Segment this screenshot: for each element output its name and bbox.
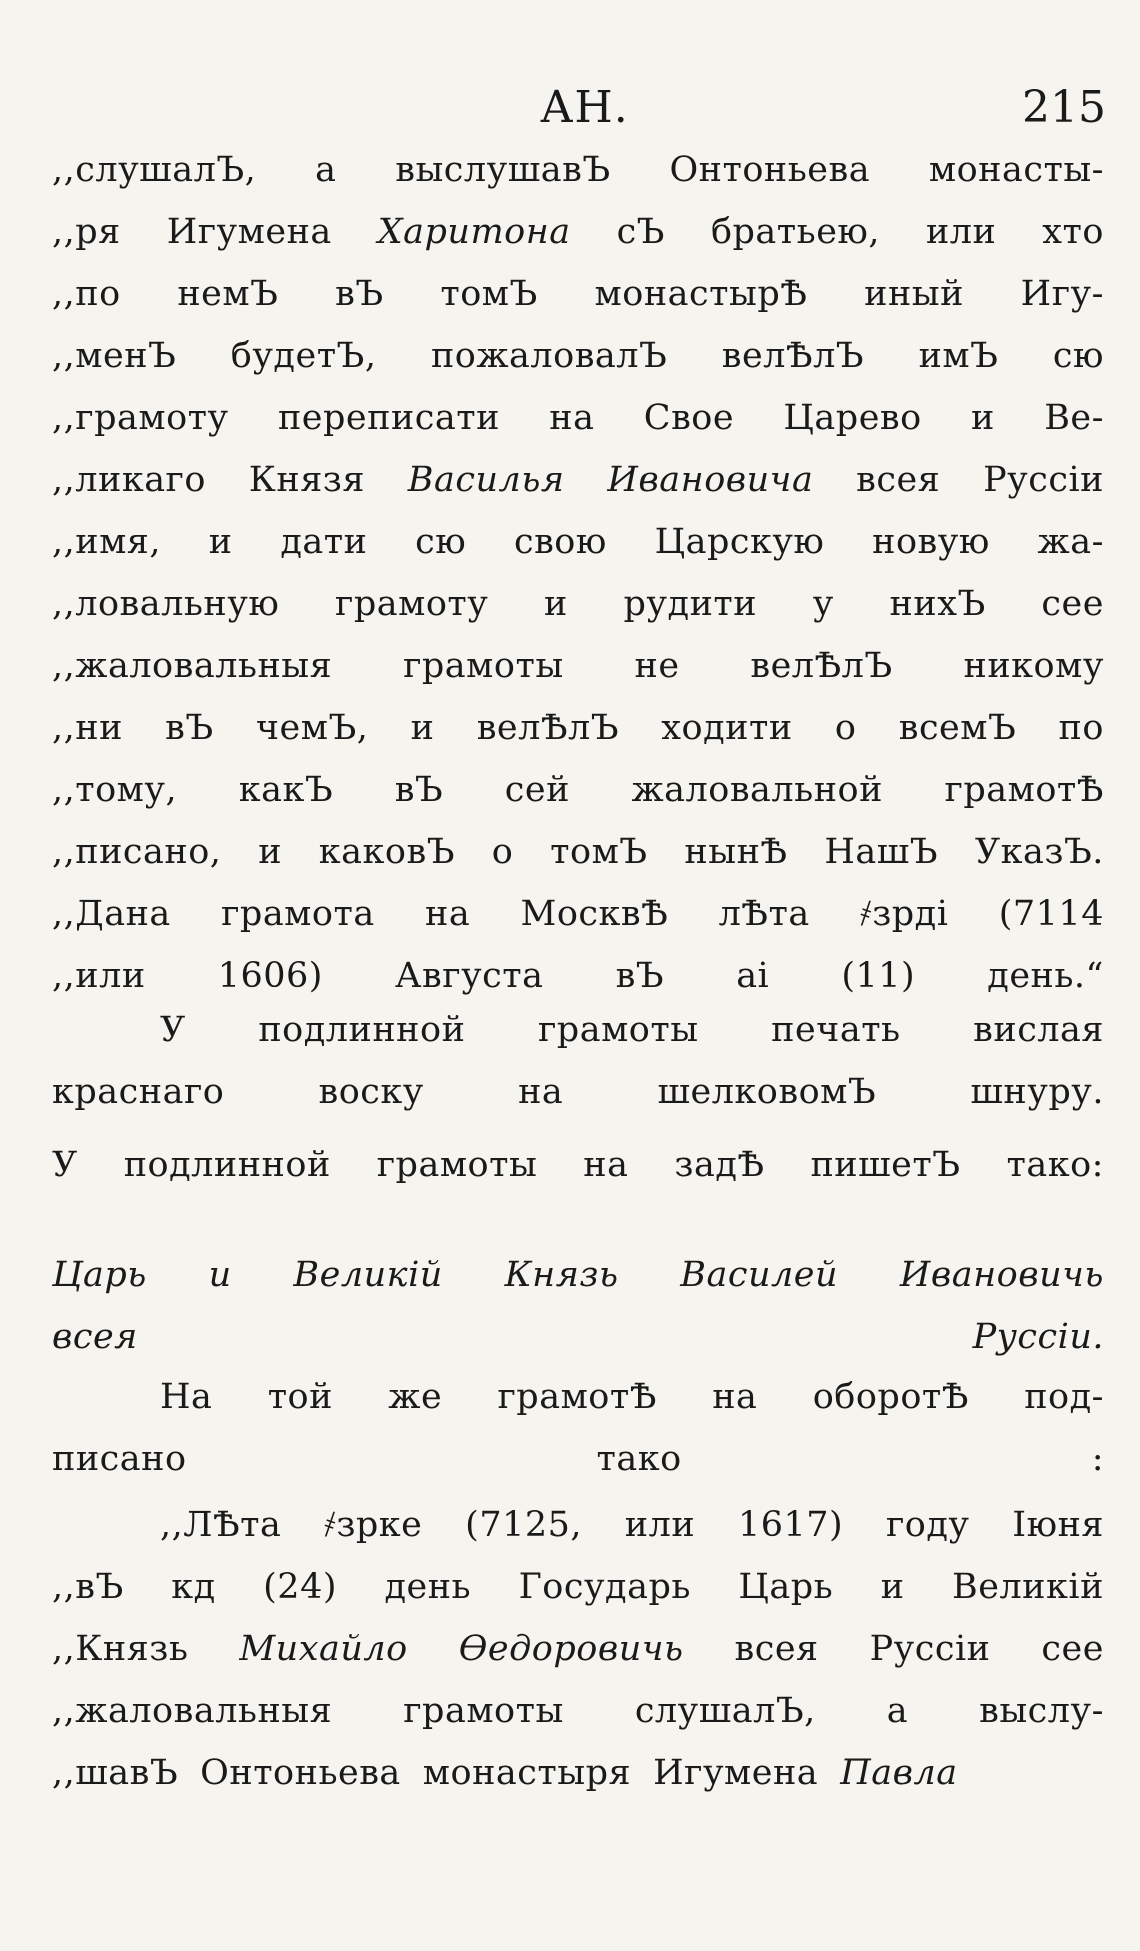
text-block-seal-note [52,1010,1104,1134]
text-line: ,,жаловальныя грамоты слушалЪ, а выслу- [52,1691,1104,1731]
page-number: 215 [1022,82,1106,133]
text-line: ,,ря Игумена Харитона сЪ братьею, или хто [52,212,1104,252]
page-header [0,82,1140,142]
text-line: ,,Князь Михайло Ѳедоровичь всея Руссіи сее [52,1629,1104,1669]
text-line: ,,тому, какЪ вЪ сей жаловальной грамотѢ [52,770,1104,810]
text-block-inscription [52,1255,1104,1379]
text-line: ,,или 1606) Августа вЪ аі (11) день.“ [52,956,1104,996]
text-line: ,,ловальную грамоту и рудити у нихЪ сее [52,584,1104,624]
text-line: всея Руссіи. [52,1317,1104,1357]
text-block-charter [52,150,1104,1018]
text-line: У подлинной грамоты печать вислая [160,1010,1104,1050]
text-line: ,,имя, и дати сю свою Царскую новую жа- [52,522,1104,562]
text-block-reverse-note [52,1145,1104,1207]
text-line: писано тако : [52,1439,1104,1479]
text-block-signature-note [52,1377,1104,1501]
text-line: ,,шавЪ Онтоньева монастыря Игумена Павла [52,1753,958,1793]
text-line: ,,ЛѢта ҂зрке (7125, или 1617) году Іюня [160,1505,1104,1545]
text-line: ,,менЪ будетЪ, пожаловалЪ велѢлЪ имЪ сю [52,336,1104,376]
text-line: ,,грамоту переписати на Свое Царево и Ве- [52,398,1104,438]
text-line: У подлинной грамоты на задѢ пишетЪ тако: [52,1145,1104,1185]
text-line: ,,вЪ кд (24) день Государь Царь и Великій [52,1567,1104,1607]
text-line: ,,ни вЪ чемЪ, и велѢлЪ ходити о всемЪ по [52,708,1104,748]
text-line: ,,ликаго Князя Василья Ивановича всея Руссіи [52,460,1104,500]
text-line: На той же грамотѢ на оборотѢ под- [160,1377,1104,1417]
text-line: ,,слушалЪ, а выслушавЪ Онтоньева монасты- [52,150,1104,190]
text-block-confirmation [52,1505,1104,1815]
text-line: ,,по немЪ вЪ томЪ монастырѢ иный Игу- [52,274,1104,314]
text-line: Царь и Великій Князь Василей Ивановичь [52,1255,1104,1295]
text-line: ,,писано, и каковЪ о томЪ нынѢ НашЪ УказЪ. [52,832,1104,872]
running-head: АН. [540,82,629,133]
text-line: краснаго воску на шелковомЪ шнуру. [52,1072,1104,1112]
text-line: ,,Дана грамота на МосквѢ лѢта ҂зрді (7114 [52,894,1104,934]
text-line: ,,жаловальныя грамоты не велѢлЪ никому [52,646,1104,686]
